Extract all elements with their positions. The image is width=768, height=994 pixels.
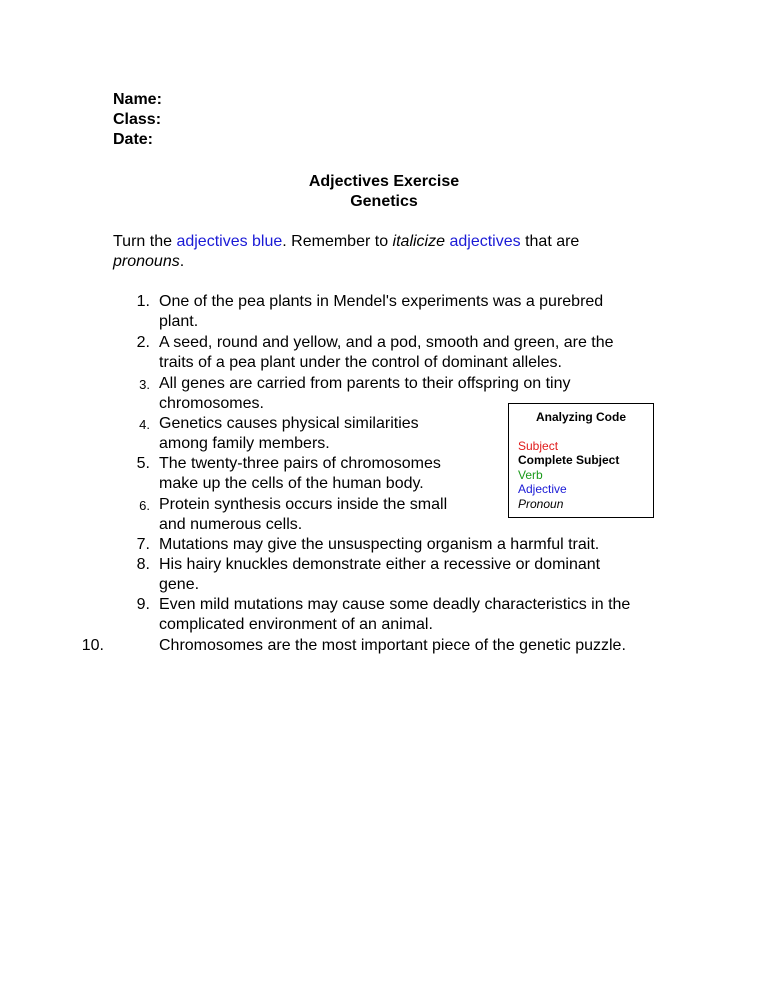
item-number: 4.: [139, 417, 150, 432]
header-block: [113, 90, 162, 150]
item-line: among family members.: [159, 435, 330, 452]
item-line: Genetics causes physical similarities: [159, 415, 419, 432]
name-label: Name:: [113, 91, 162, 108]
list-item-6: [0, 495, 500, 536]
instr-part2: . Remember to: [282, 233, 393, 250]
list-item-1: [0, 292, 768, 333]
item-line: All genes are carried from parents to their offspring on tiny: [159, 375, 571, 392]
item-line: chromosomes.: [159, 395, 264, 412]
instr-italic2: pronouns: [113, 253, 180, 270]
instr-part4: that are: [520, 233, 580, 250]
title-line-2: Genetics: [350, 193, 418, 210]
item-number: 3.: [139, 377, 150, 392]
item-number: 2.: [136, 334, 150, 351]
list-item-10: [0, 636, 768, 657]
page-title: [0, 172, 768, 212]
instructions: [113, 232, 653, 272]
item-number: 5.: [136, 455, 150, 472]
code-subject: Subject: [518, 438, 559, 453]
code-box-title: Analyzing Code: [535, 410, 626, 424]
list-item-8: [0, 555, 768, 596]
list-item-4: [0, 414, 500, 455]
analyzing-code-box: [508, 403, 654, 518]
item-number: 7.: [136, 536, 150, 553]
class-label: Class:: [113, 111, 162, 128]
item-number: 1.: [136, 293, 150, 310]
list-item-9: [0, 595, 768, 636]
item-line: His hairy knuckles demonstrate either a recessive or dominant: [159, 556, 601, 573]
item-line: Even mild mutations may cause some deadly characteristics in the: [159, 596, 631, 613]
item-line: A seed, round and yellow, and a pod, smooth and green, are the: [159, 334, 614, 351]
item-number: 8.: [136, 556, 150, 573]
item-line: plant.: [159, 313, 199, 330]
item-line: and numerous cells.: [159, 516, 303, 533]
item-line: make up the cells of the human body.: [159, 475, 424, 492]
item-number: 10.: [81, 637, 104, 654]
item-number: 6.: [139, 498, 150, 513]
code-verb: Verb: [518, 467, 543, 482]
instr-part5: .: [179, 253, 185, 270]
date-label: Date:: [113, 131, 154, 148]
item-line: Mutations may give the unsuspecting organism a harmful trait.: [159, 536, 600, 553]
item-line: traits of a pea plant under the control of dominant alleles.: [159, 354, 562, 371]
item-line: complicated environment of an animal.: [159, 616, 433, 633]
title-line-1: Adjectives Exercise: [308, 173, 460, 190]
instr-italic1: italicize: [392, 233, 446, 250]
item-line: One of the pea plants in Mendel's experiments was a purebred: [159, 293, 604, 310]
list-item-5: [0, 454, 500, 495]
list-item-7: [0, 535, 768, 556]
item-number: 9.: [136, 596, 150, 613]
instr-blue1: adjectives blue: [176, 233, 283, 250]
code-adjective: Adjective: [518, 482, 567, 496]
list-item-2: [0, 333, 768, 374]
code-complete-subject: Complete Subject: [518, 453, 620, 467]
instr-part1: Turn the: [113, 233, 177, 250]
item-line: Chromosomes are the most important piece of the genetic puzzle.: [159, 637, 626, 654]
instr-blue2: adjectives: [449, 233, 521, 250]
code-pronoun: Pronoun: [518, 496, 564, 511]
item-line: The twenty-three pairs of chromosomes: [159, 455, 441, 472]
item-line: gene.: [159, 576, 200, 593]
item-line: Protein synthesis occurs inside the small: [159, 496, 448, 513]
